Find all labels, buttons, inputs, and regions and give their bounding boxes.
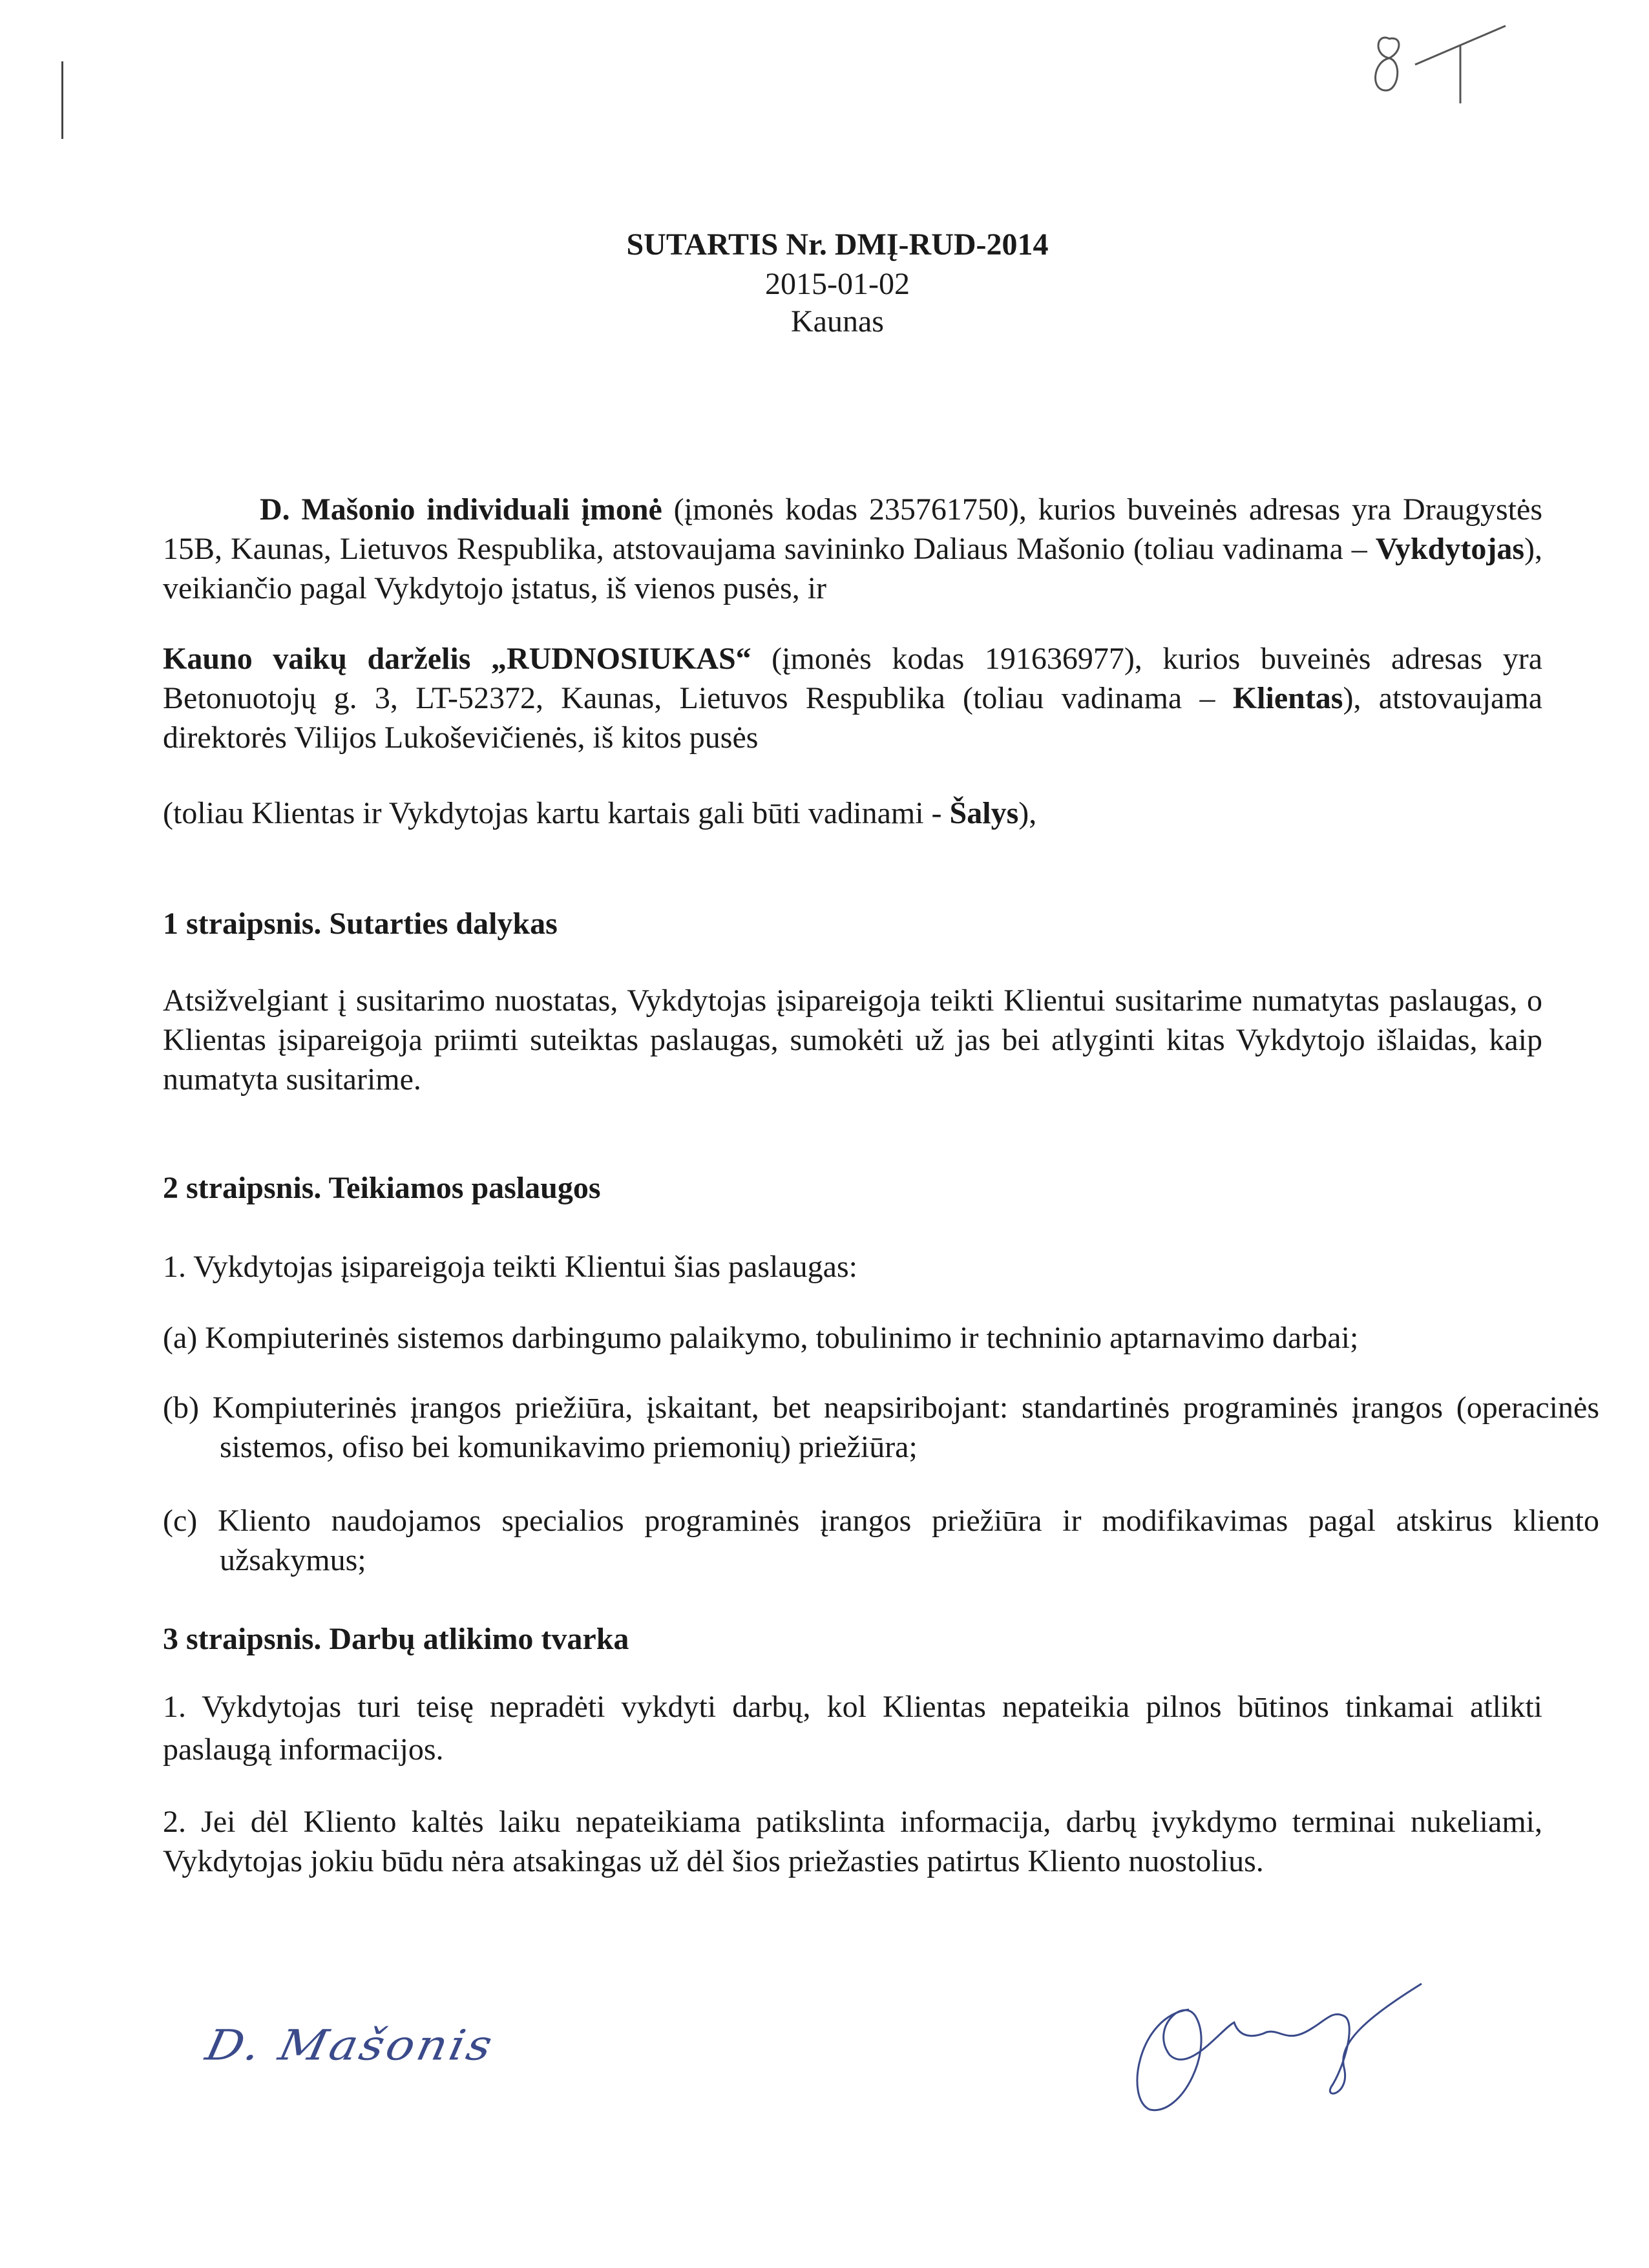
article2-intro: 1. Vykdytojas įsipareigoja teikti Klientui šias paslaugas: (163, 1250, 857, 1284)
contract-date: 2015-01-02 (765, 267, 910, 301)
margin-mark (61, 61, 63, 139)
client-name: Kauno vaikų darželis „RUDNOSIUKAS“ (163, 642, 751, 676)
signature-client (1111, 1971, 1447, 2119)
contract-title-text: SUTARTIS Nr. DMĮ-RUD-2014 (626, 227, 1049, 262)
client-details-end: ), atstovaujama direktorės Vilijos Lukoševičienės, iš kitos pusės (163, 681, 1542, 755)
executor-name: D. Mašonio individuali įmonė (260, 492, 662, 527)
article3-heading-text: 3 straipsnis. Darbų atlikimo tvarka (163, 1622, 629, 1656)
article2-heading (163, 1168, 1542, 1208)
article3-heading (163, 1619, 1542, 1659)
article1-text: Atsižvelgiant į susitarimo nuostatas, Vykdytojas įsipareigoja teikti Klientui susitarime numatytas paslaugas, o Klientas įsipareigoja priimti suteiktas paslaugas, sumokėti už jas bei atlyginti kitas Vykdytojo išlaidas, kaip numatyta susitarime. (163, 983, 1542, 1097)
article2-heading-text: 2 straipsnis. Teikiamos paslaugos (163, 1171, 601, 1205)
party-executor (163, 490, 1542, 608)
executor-details-end: ), veikiančio pagal Vykdytojo įstatus, iš vienos pusės, ir (163, 532, 1542, 605)
executor-role: Vykdytojas (1375, 532, 1525, 566)
article2-item-b: (b) Kompiuterinės įrangos priežiūra, įskaitant, bet neapsiribojant: standartinės programinės įrangos (operacinės sistemos, ofiso bei komunikavimo priemonių) priežiūra; (163, 1391, 1599, 1464)
parties-note-end: ), (1018, 796, 1037, 830)
signature-executor: D. Mašonis (201, 2021, 499, 2070)
article3-item-1: 1. Vykdytojas turi teisę nepradėti vykdyti darbų, kol Klientas nepateikia pilnos būtinos tinkamai atlikti paslaugą informacijos. (163, 1690, 1542, 1767)
article3-item-2: 2. Jei dėl Kliento kaltės laiku nepateikiama patikslinta informacija, darbų įvykdymo terminai nukeliami, Vykdytojas jokiu būdu nėra atsakingas už dėl šios priežasties patirtus Kliento nuostolius. (163, 1805, 1542, 1878)
contract-title (0, 225, 1649, 264)
article2-item-a: (a) Kompiuterinės sistemos darbingumo palaikymo, tobulinimo ir techninio aptarnavimo darbai; (163, 1321, 1359, 1355)
handwritten-page-number (1363, 19, 1512, 110)
client-role: Klientas (1232, 681, 1343, 715)
party-client (163, 639, 1542, 757)
parties-note (163, 793, 1542, 833)
article1-heading (163, 904, 1542, 943)
executor-details: (įmonės kodas 235761750), kurios buveinės adresas yra Draugystės 15B, Kaunas, Lietuvos Respublika, atstovaujama savininko Daliaus Mašonio (toliau vadinama – (163, 492, 1543, 566)
contract-city: Kaunas (791, 304, 884, 339)
article1-heading-text: 1 straipsnis. Sutarties dalykas (163, 907, 558, 941)
article2-item-c: (c) Kliento naudojamos specialios programinės įrangos priežiūra ir modifikavimas pagal atskirus kliento užsakymus; (163, 1504, 1599, 1577)
client-details: (įmonės kodas 191636977), kurios buveinės adresas yra Betonuotojų g. 3, LT-52372, Kaunas, Lietuvos Respublika (toliau vadinama – (163, 642, 1543, 715)
parties-note-text: (toliau Klientas ir Vykdytojas kartu kartais gali būti vadinami - (163, 796, 950, 830)
parties-term: Šalys (949, 796, 1019, 830)
